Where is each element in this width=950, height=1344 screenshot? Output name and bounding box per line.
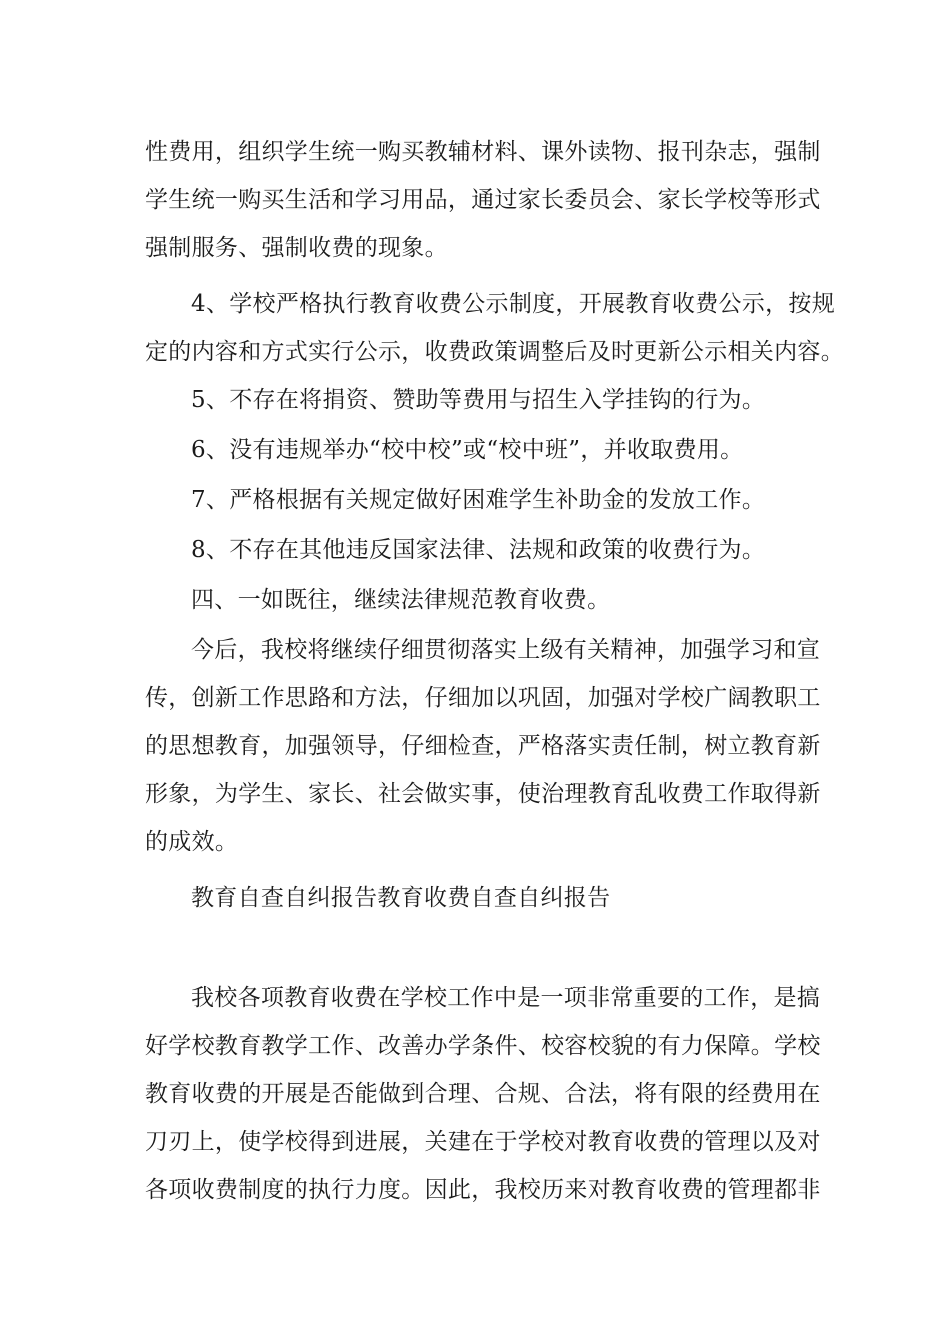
text-line: 学生统一购买生活和学习用品，通过家长委员会、家长学校等形式 — [145, 187, 821, 213]
text-line: 5、不存在将捐资、赞助等费用与招生入学挂钩的行为。 — [191, 387, 766, 413]
text-line: 的成效。 — [145, 829, 239, 855]
paragraph-item-7 — [145, 476, 810, 524]
paragraph-item-6 — [145, 426, 810, 474]
text-line: 4、学校严格执行教育收费公示制度，开展教育收费公示，按规 — [191, 291, 836, 317]
text-line: 7、严格根据有关规定做好困难学生补助金的发放工作。 — [191, 487, 766, 513]
section-heading-4 — [145, 576, 810, 624]
text-line: 教育自查自纠报告教育收费自查自纠报告 — [191, 885, 611, 911]
text-line: 四、一如既往，继续法律规范教育收费。 — [191, 587, 611, 613]
paragraph-continuation — [145, 128, 821, 272]
text-line: 性费用，组织学生统一购买教辅材料、课外读物、报刊杂志，强制 — [145, 139, 821, 165]
text-line: 刀刃上，使学校得到进展，关建在于学校对教育收费的管理以及对 — [145, 1129, 821, 1155]
text-line: 强制服务、强制收费的现象。 — [145, 235, 448, 261]
paragraph-conclusion — [145, 626, 821, 866]
text-line: 6、没有违规举办“校中校”或“校中班”，并收取费用。 — [191, 437, 744, 463]
text-line: 各项收费制度的执行力度。因此，我校历来对教育收费的管理都非 — [145, 1177, 821, 1203]
text-line: 形象，为学生、家长、社会做实事，使治理教育乱收费工作取得新 — [145, 781, 821, 807]
text-line: 传，创新工作思路和方法，仔细加以巩固，加强对学校广阔教职工 — [145, 685, 821, 711]
text-line: 好学校教育教学工作、改善办学条件、校容校貌的有力保障。学校 — [145, 1033, 821, 1059]
paragraph-item-4 — [145, 280, 844, 376]
text-line: 今后，我校将继续仔细贯彻落实上级有关精神，加强学习和宣 — [191, 637, 821, 663]
text-line: 教育收费的开展是否能做到合理、合规、合法，将有限的经费用在 — [145, 1081, 821, 1107]
text-line: 定的内容和方式实行公示，收费政策调整后及时更新公示相关内容。 — [145, 339, 844, 365]
paragraph-item-5 — [145, 376, 810, 424]
text-line: 我校各项教育收费在学校工作中是一项非常重要的工作，是搞 — [191, 985, 821, 1011]
report-title — [145, 874, 810, 922]
text-line: 的思想教育，加强领导，仔细检查，严格落实责任制，树立教育新 — [145, 733, 821, 759]
paragraph-item-8 — [145, 526, 810, 574]
paragraph-report-intro — [145, 974, 821, 1214]
text-line: 8、不存在其他违反国家法律、法规和政策的收费行为。 — [191, 537, 766, 563]
